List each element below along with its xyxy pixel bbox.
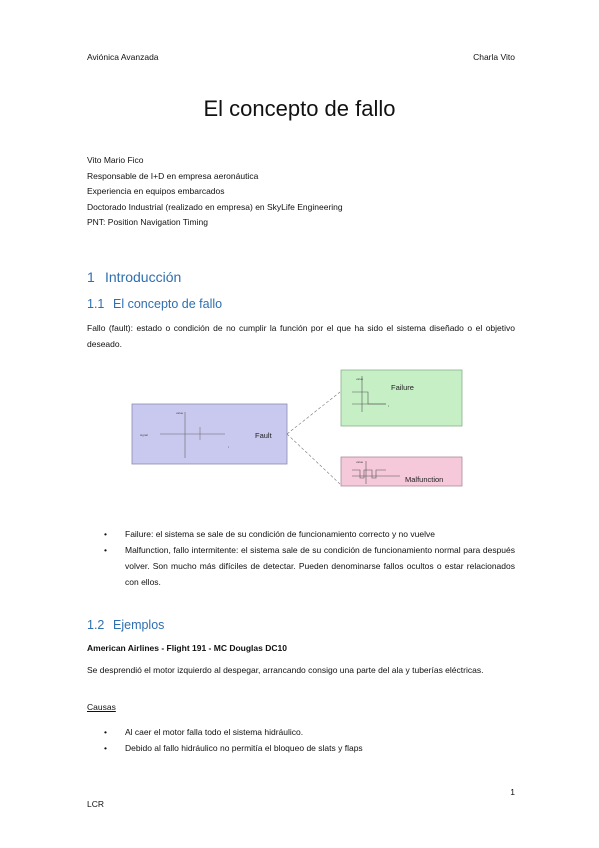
connector-line (287, 392, 340, 434)
svg-text:t: t (228, 445, 229, 449)
section-title: Introducción (105, 269, 182, 285)
footer-left: LCR (87, 799, 105, 809)
fault-diagram (130, 368, 465, 488)
document-title: El concepto de fallo (203, 96, 396, 121)
bullet-icon: • (104, 529, 107, 539)
info-line: Responsable de I+D en empresa aeronáutica (87, 170, 259, 181)
svg-text:t: t (388, 404, 389, 408)
causes-list (87, 724, 515, 756)
header-right: Charla Vito (473, 52, 515, 62)
bullet-icon: • (104, 727, 107, 737)
list-item: • Al caer el motor falla todo el sistema hidráulico. (87, 724, 515, 740)
info-line: PNT: Position Navigation Timing (87, 217, 208, 228)
bullet-icon: • (104, 545, 107, 555)
svg-text:value: value (356, 377, 364, 381)
header-left: Aviónica Avanzada (87, 52, 159, 62)
subsection-title: El concepto de fallo (113, 297, 223, 311)
list-item: • Malfunction, fallo intermitente: el sistema sale de su condición de funcionamiento normal para después volver. Son mucho más difíciles de detectar. Pueden denominarse fallos ocultos o estar relacionados con ellos. (87, 542, 515, 590)
failure-types-list (87, 526, 515, 590)
causes-label: Causas (87, 702, 116, 712)
section-heading (87, 269, 181, 285)
bullet-icon: • (104, 743, 107, 753)
failure-label: Failure (391, 383, 414, 392)
subsection-title: Ejemplos (113, 618, 165, 632)
info-line: Experiencia en equipos embarcados (87, 186, 225, 197)
subsection-heading (87, 297, 222, 311)
info-line: Doctorado Industrial (realizado en empresa) en SkyLife Engineering (87, 201, 343, 212)
subsection-number: 1.2 (87, 618, 105, 632)
author-info (87, 153, 343, 231)
section-number: 1 (87, 269, 95, 285)
svg-text:value: value (176, 411, 184, 415)
list-item: • Failure: el sistema se sale de su condición de funcionamiento correcto y no vuelve (87, 526, 515, 542)
subsection-heading (87, 618, 164, 632)
list-item: • Debido al fallo hidráulico no permitía el bloqueo de slats y flaps (87, 740, 515, 756)
malfunction-label: Malfunction (405, 475, 444, 484)
example-title: American Airlines - Flight 191 - MC Douglas DC10 (87, 643, 287, 653)
connector-line (287, 434, 340, 484)
fault-label: Fault (255, 431, 272, 440)
example-text: Se desprendió el motor izquierdo al despegar, arrancando consigo una parte del ala y tuberías eléctricas. (87, 665, 484, 675)
info-line: Vito Mario Fico (87, 155, 144, 165)
svg-text:value: value (356, 460, 364, 464)
fault-definition: Fallo (fault): estado o condición de no cumplir la función por el que ha sido el sistema diseñado o el objetivo deseado. (87, 323, 515, 349)
page-number: 1 (510, 787, 515, 797)
subsection-number: 1.1 (87, 297, 105, 311)
svg-text:signal: signal (140, 433, 148, 437)
